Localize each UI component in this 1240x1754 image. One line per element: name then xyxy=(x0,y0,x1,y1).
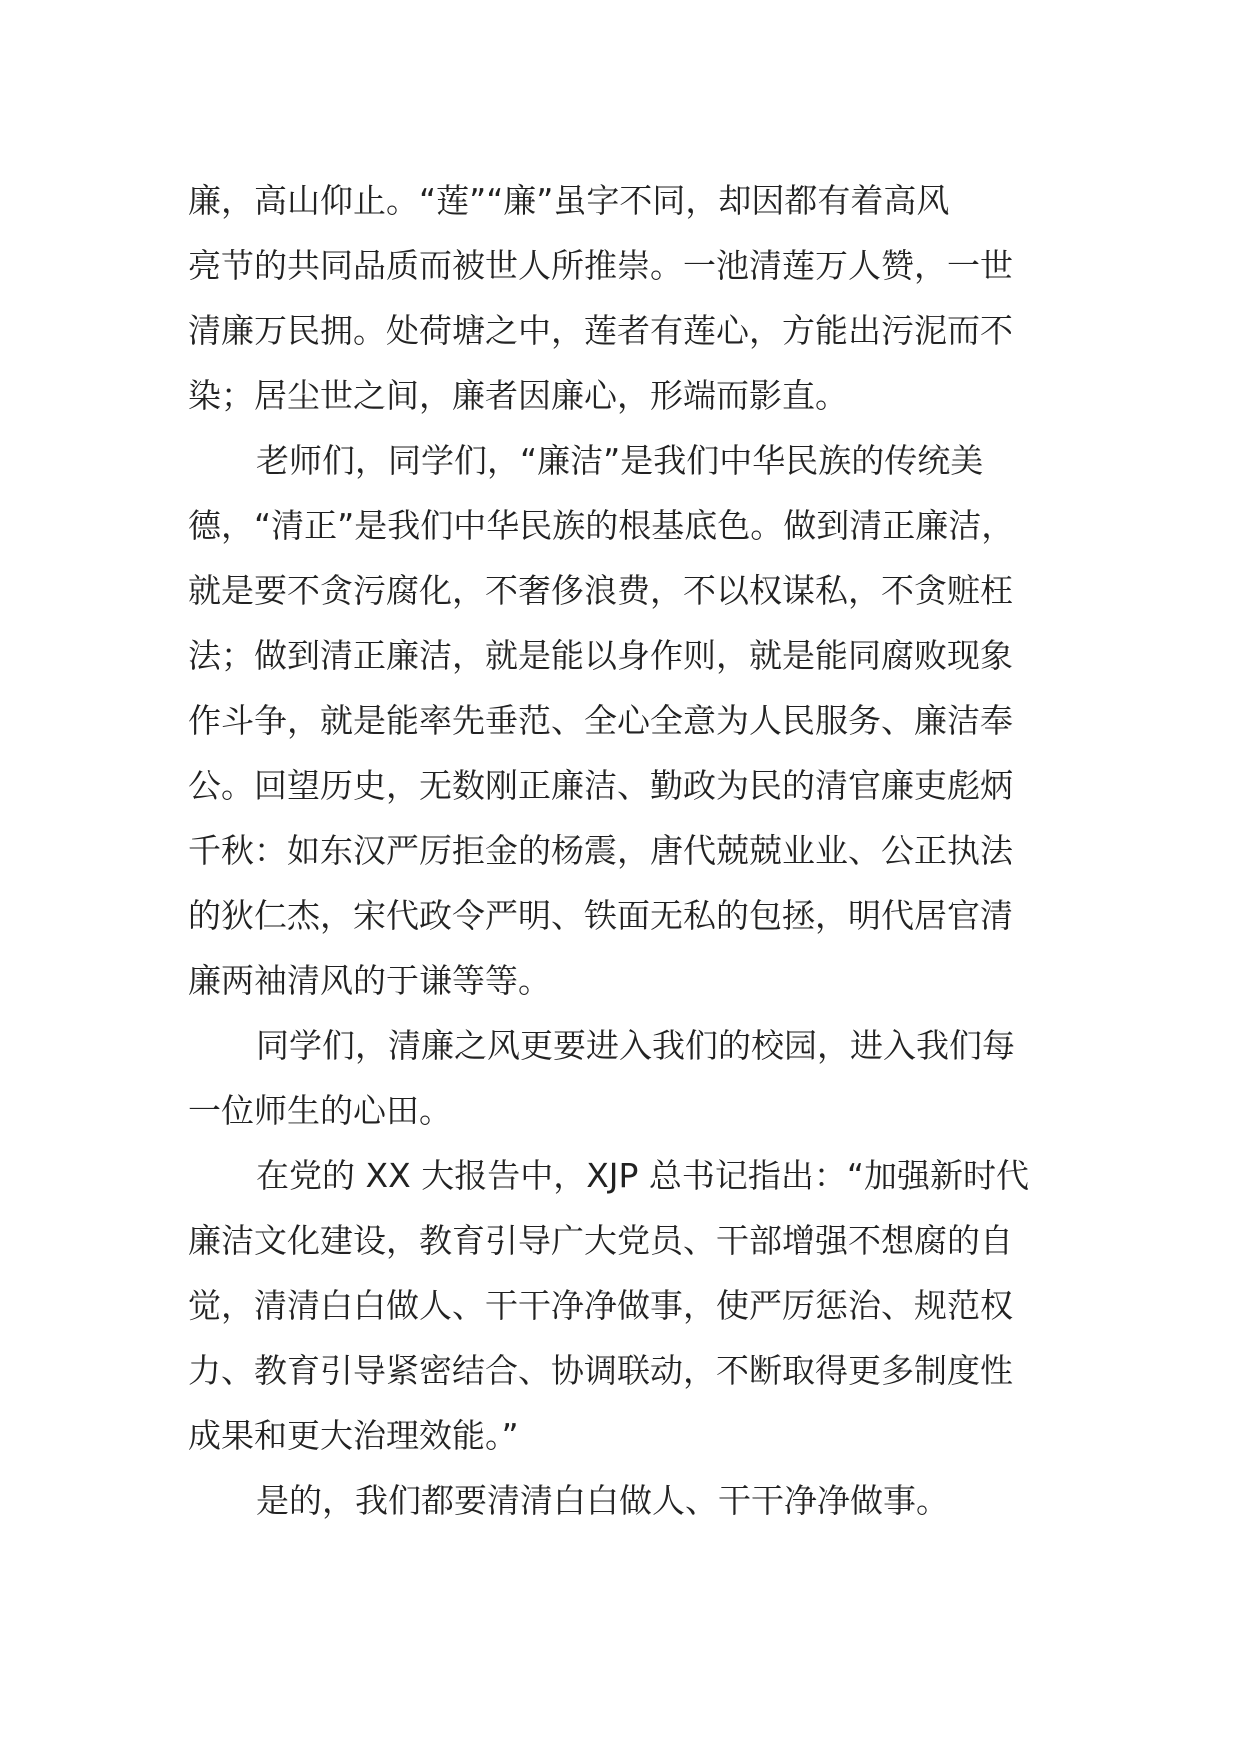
paragraph-line: 廉两袖清风的于谦等等。 xyxy=(188,961,551,1000)
paragraph-p2 xyxy=(188,428,1068,1013)
paragraph-line: 染；居尘世之间，廉者因廉心，形端而影直。 xyxy=(188,376,848,415)
paragraph-line: 法；做到清正廉洁，就是能以身作则，就是能同腐败现象 xyxy=(188,636,1013,675)
paragraph-line: 德，“清正”是我们中华民族的根基底色。做到清正廉洁， xyxy=(188,506,1015,545)
paragraph-p1 xyxy=(188,168,1068,428)
paragraph-line: 千秋：如东汉严厉拒金的杨震，唐代兢兢业业、公正执法 xyxy=(188,831,1013,870)
paragraph-line: 公。回望历史，无数刚正廉洁、勤政为民的清官廉吏彪炳 xyxy=(188,766,1013,805)
paragraph-p5 xyxy=(188,1468,1068,1533)
paragraph-p4 xyxy=(188,1143,1068,1468)
paragraph-line: 的狄仁杰，宋代政令严明、铁面无私的包拯，明代居官清 xyxy=(188,896,1013,935)
paragraph-line: 廉洁文化建设，教育引导广大党员、干部增强不想腐的自 xyxy=(188,1221,1013,1260)
paragraph-line: 成果和更大治理效能。” xyxy=(188,1416,519,1455)
document-body xyxy=(188,168,1068,1533)
paragraph-line: 一位师生的心田。 xyxy=(188,1091,452,1130)
paragraph-line: 就是要不贪污腐化，不奢侈浪费，不以权谋私，不贪赃枉 xyxy=(188,571,1013,610)
paragraph-line: 是的，我们都要清清白白做人、干干净净做事。 xyxy=(256,1481,949,1520)
paragraph-line: 觉，清清白白做人、干干净净做事，使严厉惩治、规范权 xyxy=(188,1286,1013,1325)
paragraph-line: 在党的 XX 大报告中，XJP 总书记指出：“加强新时代 xyxy=(256,1156,1030,1195)
paragraph-line: 清廉万民拥。处荷塘之中，莲者有莲心，方能出污泥而不 xyxy=(188,311,1013,350)
paragraph-line: 作斗争，就是能率先垂范、全心全意为人民服务、廉洁奉 xyxy=(188,701,1013,740)
paragraph-line: 同学们，清廉之风更要进入我们的校园，进入我们每 xyxy=(256,1026,1015,1065)
paragraph-line: 老师们，同学们，“廉洁”是我们中华民族的传统美 xyxy=(256,441,984,480)
paragraph-line: 亮节的共同品质而被世人所推崇。一池清莲万人赞，一世 xyxy=(188,246,1013,285)
paragraph-p3 xyxy=(188,1013,1068,1143)
paragraph-line: 力、教育引导紧密结合、协调联动，不断取得更多制度性 xyxy=(188,1351,1013,1390)
paragraph-line: 廉，高山仰止。“莲”“廉”虽字不同，却因都有着高风 xyxy=(188,181,950,220)
